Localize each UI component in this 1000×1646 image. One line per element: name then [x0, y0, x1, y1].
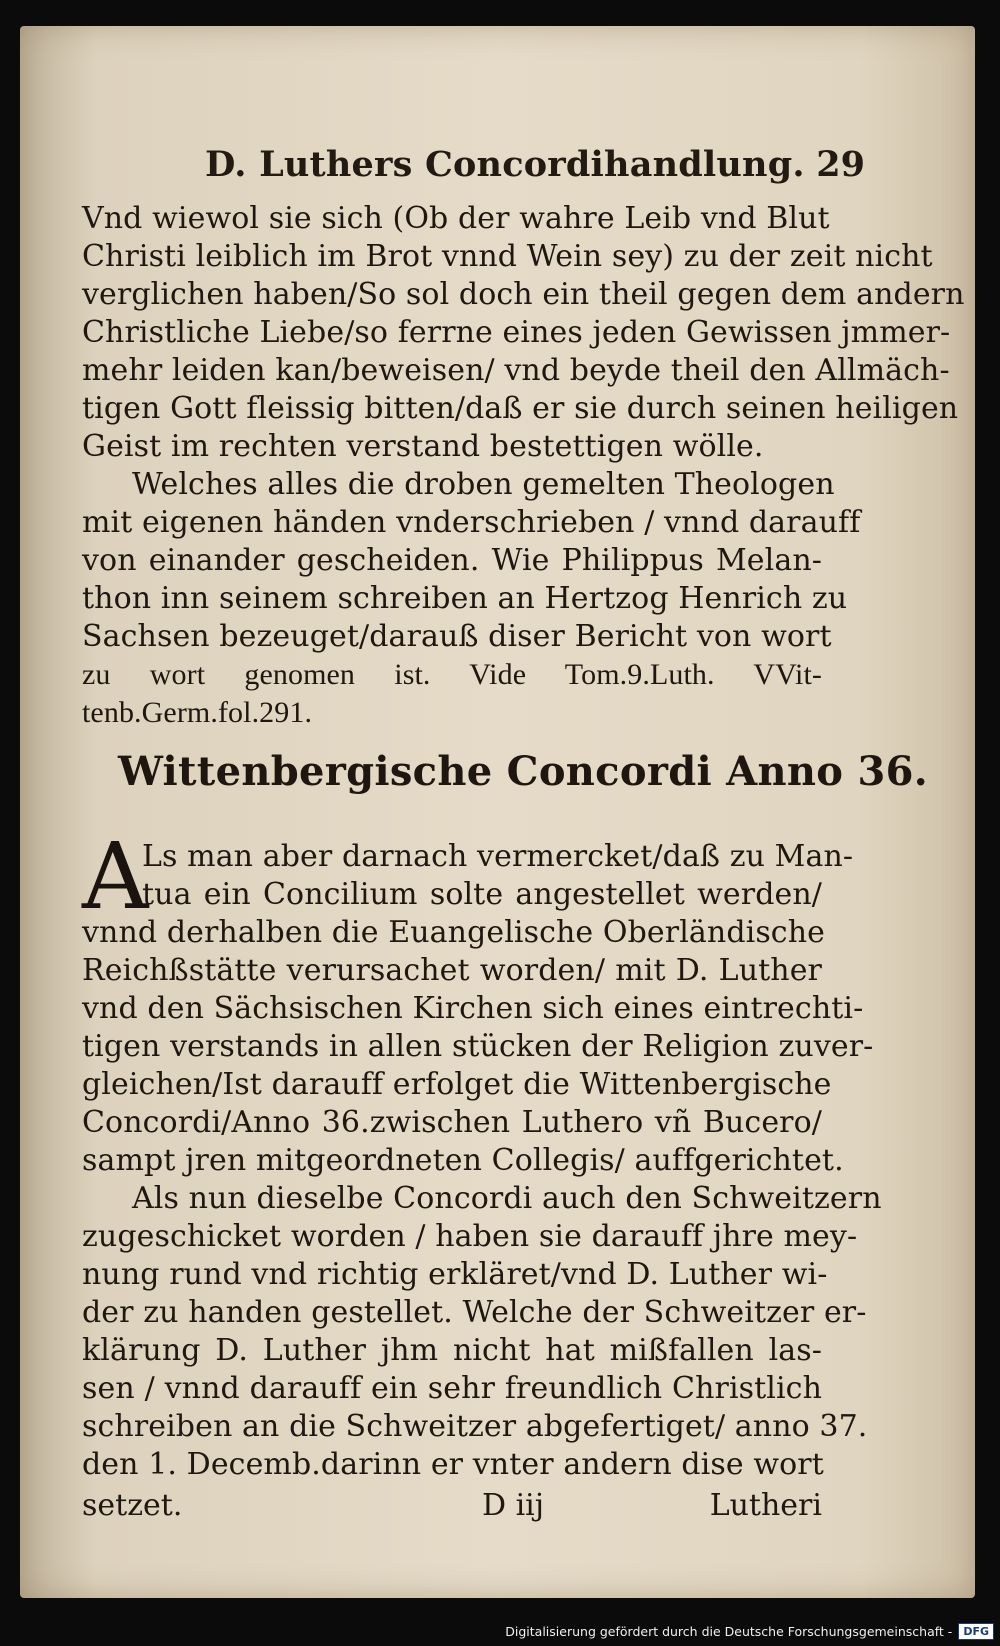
text-line: Concordi/Anno 36.zwischen Luthero vñ Bucero/ — [82, 1105, 822, 1140]
text-line: verglichen haben/So sol doch ein theil gegen dem andern — [82, 277, 965, 312]
text-line: Als nun dieselbe Concordi auch den Schweitzern — [132, 1181, 882, 1216]
banner-text: Digitalisierung gefördert durch die Deutsche Forschungsgemeinschaft - — [505, 1623, 953, 1639]
text-line: Sachsen bezeuget/darauß diser Bericht von wort — [82, 619, 832, 654]
text-line: Christi leiblich im Brot vnnd Wein sey) zu der zeit nicht — [82, 239, 933, 274]
text-line: thon inn seinem schreiben an Hertzog Henrich zu — [82, 581, 848, 616]
text-line: zu wort genomen ist. Vide Tom.9.Luth. VVit- — [82, 658, 822, 691]
text-line: Welches alles die droben gemelten Theologen — [132, 467, 835, 502]
final-word: setzet. — [82, 1488, 183, 1523]
text-line: gleichen/Ist darauff erfolget die Wittenbergische — [82, 1067, 832, 1102]
digitization-banner — [505, 1620, 994, 1642]
text-line: sen / vnnd darauff ein sehr freundlich Christlich — [82, 1371, 822, 1406]
text-line: vnd den Sächsischen Kirchen sich eines eintrechti- — [82, 991, 864, 1026]
page-number: 29 — [816, 144, 865, 185]
text-line: Reichßstätte verursachet worden/ mit D. Luther — [82, 953, 822, 988]
text-line: tua ein Concilium solte angestellet werden/ — [142, 877, 822, 912]
signature-mark: D iij — [482, 1488, 545, 1523]
text-line: schreiben an die Schweitzer abgefertiget/ anno 37. — [82, 1409, 868, 1444]
text-line: klärung D. Luther jhm nicht hat mißfallen las- — [82, 1333, 822, 1368]
running-title: D. Luthers Concordihandlung. — [205, 144, 805, 185]
book-page — [20, 26, 975, 1598]
text-line: Geist im rechten verstand bestettigen wölle. — [82, 429, 764, 464]
running-head — [205, 144, 865, 194]
drop-initial: A — [82, 823, 149, 930]
dfg-logo: DFG — [958, 1623, 994, 1640]
text-line: zugeschicket worden / haben sie darauff jhre mey- — [82, 1219, 858, 1254]
text-line: den 1. Decemb.darinn er vnter andern dise wort — [82, 1447, 824, 1482]
text-line: vnnd derhalben die Euangelische Oberländische — [82, 915, 825, 950]
text-line: mit eigenen händen vnderschrieben / vnnd darauff — [82, 505, 861, 540]
section-heading: Wittenbergische Concordi Anno 36. — [118, 748, 928, 795]
text-line: sampt jren mitgeordneten Collegis/ auffgerichtet. — [82, 1143, 844, 1178]
text-line: nung rund vnd richtig erkläret/vnd D. Luther wi- — [82, 1257, 828, 1292]
catchword: Lutheri — [709, 1488, 822, 1523]
text-line: tigen Gott fleissig bitten/daß er sie durch seinen heiligen — [82, 391, 959, 426]
text-line: Christliche Liebe/so ferrne eines jeden Gewissen jmmer- — [82, 315, 951, 350]
text-line: mehr leiden kan/beweisen/ vnd beyde theil den Allmäch- — [82, 353, 950, 388]
text-line: der zu handen gestellet. Welche der Schweitzer er- — [82, 1295, 867, 1330]
page-footer — [82, 1488, 822, 1528]
text-line: von einander gescheiden. Wie Philippus Melan- — [82, 543, 822, 578]
text-line: Vnd wiewol sie sich (Ob der wahre Leib vnd Blut — [82, 201, 830, 236]
text-line: Ls man aber darnach vermercket/daß zu Man- — [142, 839, 854, 874]
text-line: tigen verstands in allen stücken der Religion zuver- — [82, 1029, 874, 1064]
text-line: tenb.Germ.fol.291. — [82, 696, 313, 729]
